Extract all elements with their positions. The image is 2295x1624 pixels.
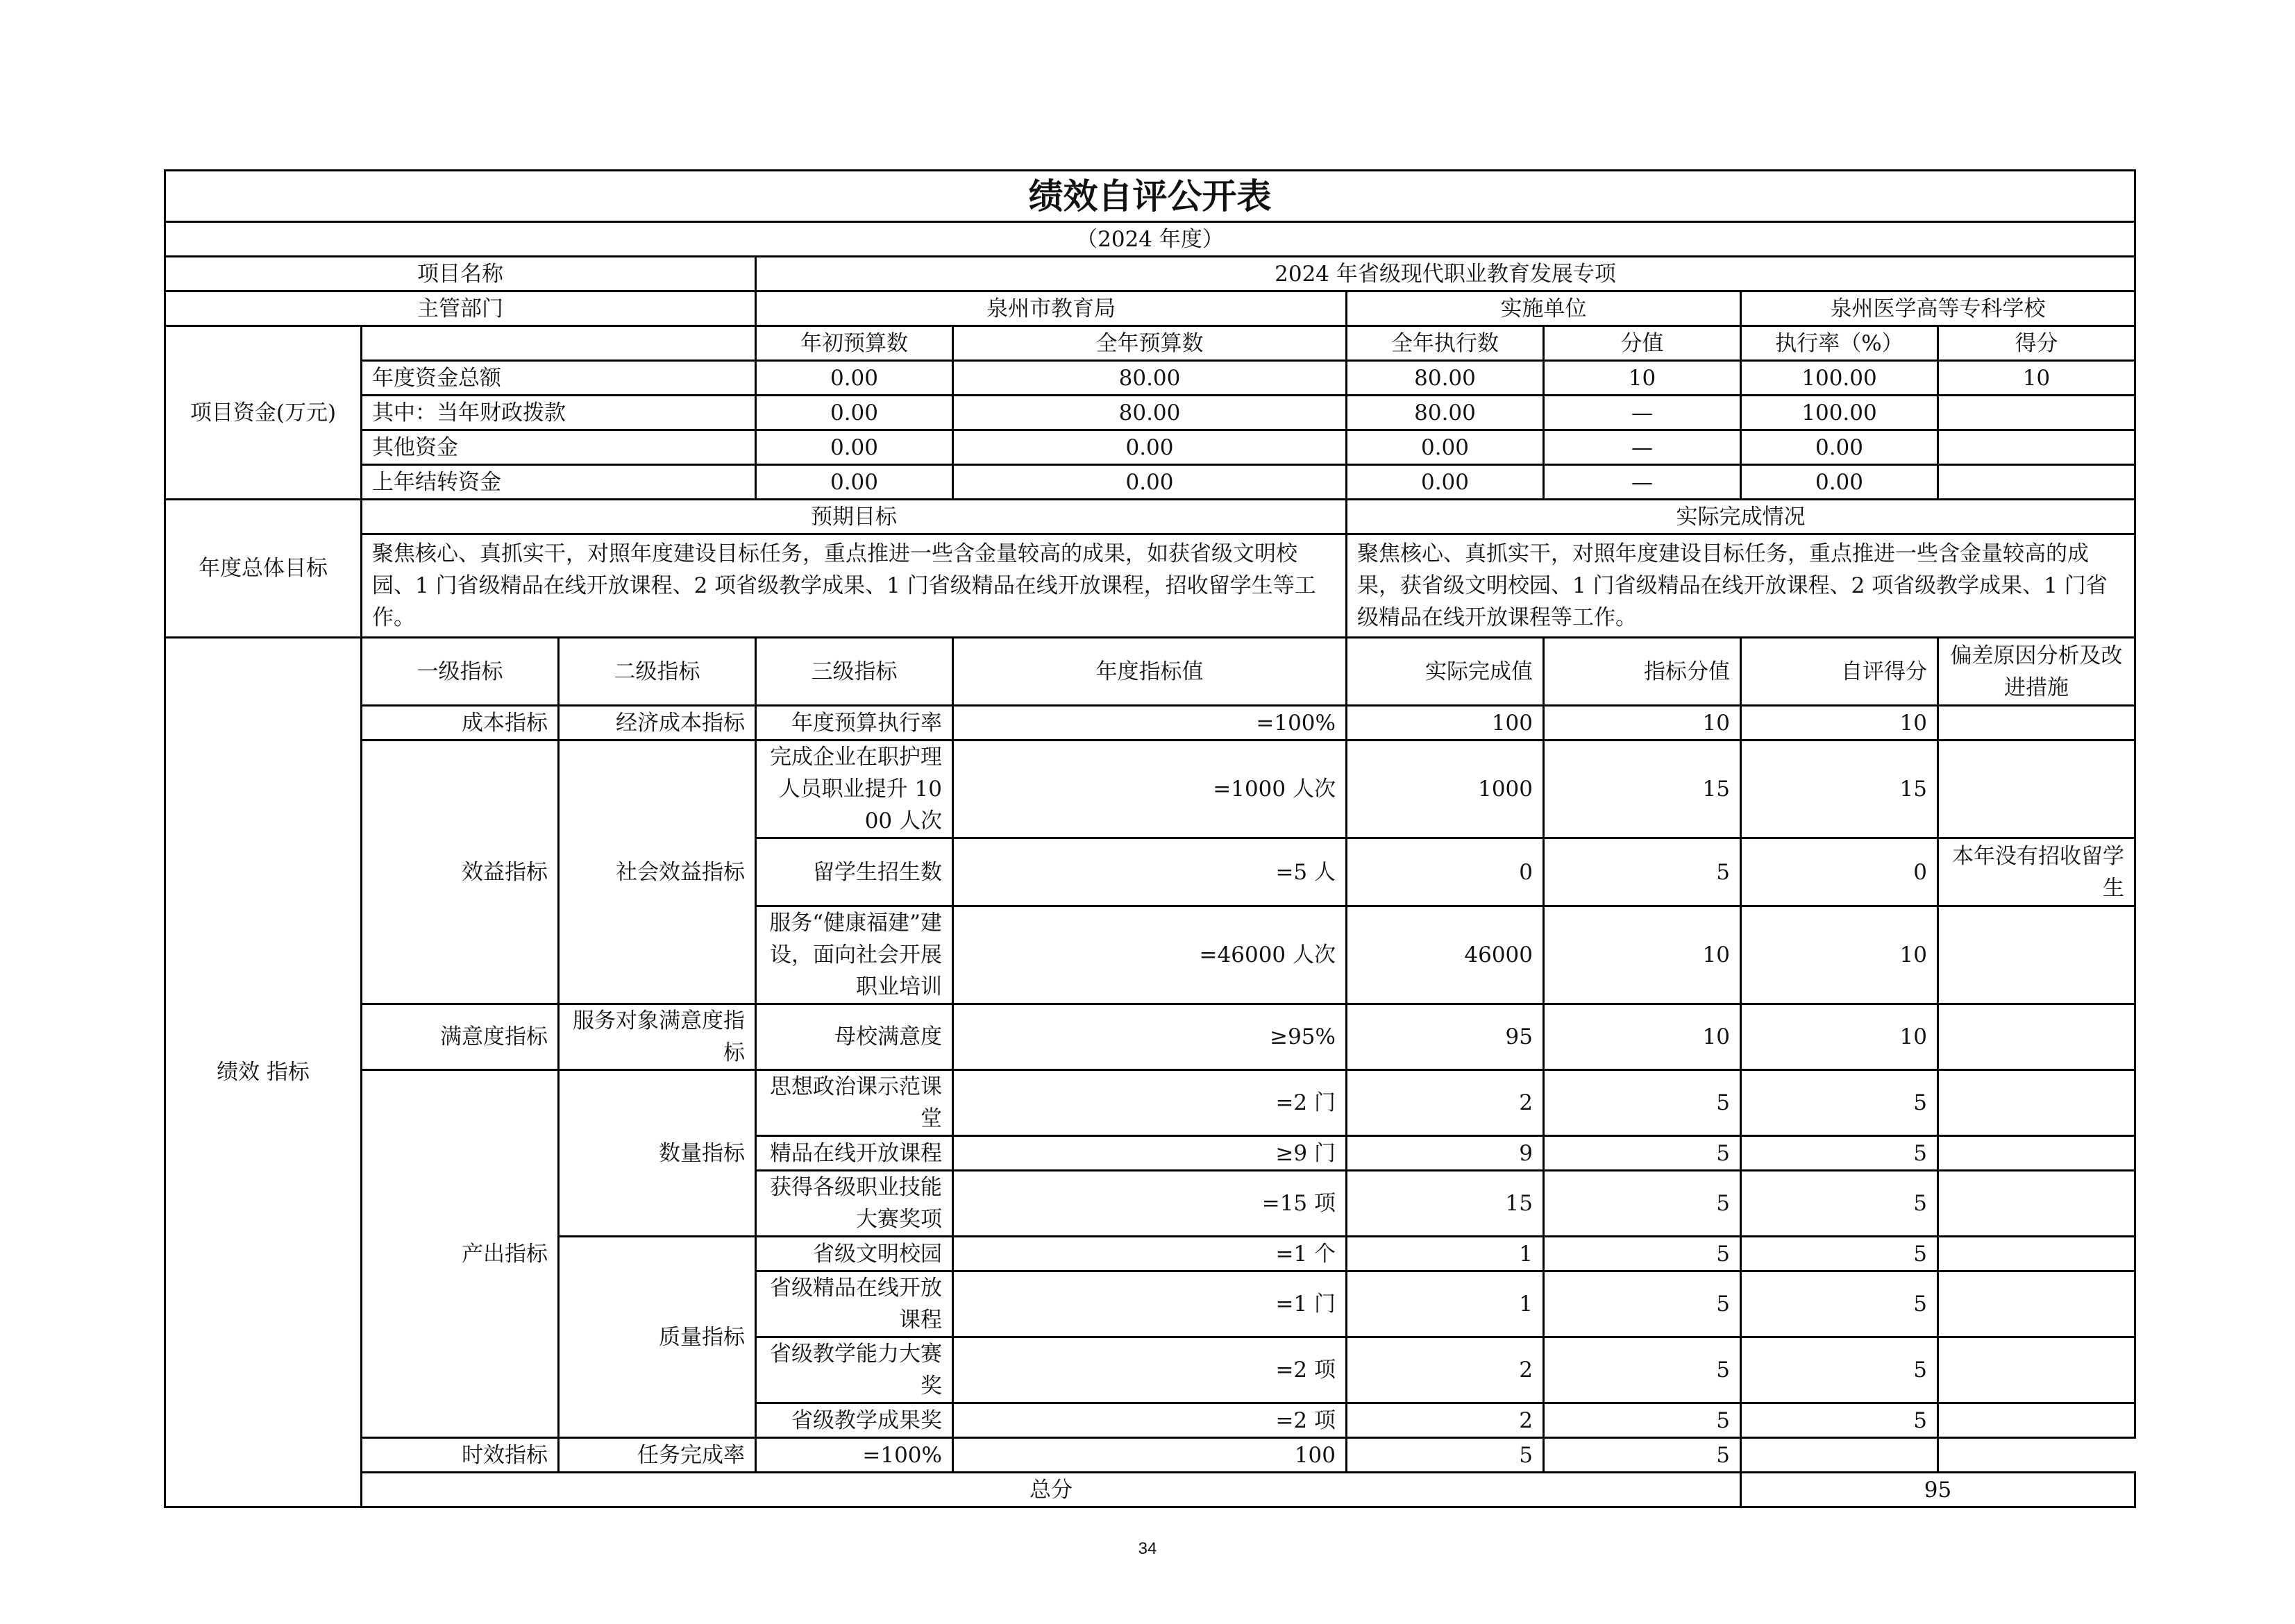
level1-indicator: 成本指标 [362,706,559,741]
self-score: 5 [1741,1403,1938,1438]
target-value: =2 项 [953,1403,1347,1438]
perf-header: 实际完成值 [1347,638,1544,706]
funds-cell: 80.00 [1347,361,1544,396]
performance-table [164,169,2136,1508]
deviation-note [1938,1337,2135,1403]
funds-cell: 0.00 [953,465,1347,500]
score-value: 10 [1544,906,1741,1004]
funds-header: 分值 [1544,326,1741,361]
expected-goal-label: 预期目标 [362,500,1347,534]
funds-row-name: 年度资金总额 [362,361,756,396]
actual-value: 46000 [1347,906,1544,1004]
target-value: ≥95% [953,1004,1347,1070]
year-label: （2024 年度） [165,222,2135,257]
perf-header: 偏差原因分析及改进措施 [1938,638,2135,706]
deviation-note [1938,1171,2135,1237]
score-value: 10 [1544,1004,1741,1070]
funds-row [165,465,2135,500]
target-value: ≥9 门 [953,1136,1347,1171]
deviation-note [1938,1136,2135,1171]
self-score: 5 [1741,1171,1938,1237]
funds-row-name: 上年结转资金 [362,465,756,500]
score-value: 10 [1544,706,1741,741]
expected-goal-text: 聚焦核心、真抓实干，对照年度建设目标任务，重点推进一些含金量较高的成果，如获省级文明校园、1 门省级精品在线开放课程、2 项省级教学成果、1 门省级精品在线开放课程，招收留学生等工作。 [362,534,1347,638]
self-score: 15 [1741,741,1938,838]
target-value: =100% [756,1438,953,1473]
score-value: 5 [1544,1403,1741,1438]
level2-indicator: 数量指标 [559,1070,756,1237]
funds-cell [1938,430,2135,465]
perf-header: 自评得分 [1741,638,1938,706]
funds-cell: 80.00 [953,396,1347,430]
target-value: =46000 人次 [953,906,1347,1004]
level3-indicator: 年度预算执行率 [756,706,953,741]
self-score: 10 [1741,906,1938,1004]
self-score: 5 [1741,1271,1938,1337]
level1-indicator: 产出指标 [362,1070,559,1438]
table-row [165,741,2135,838]
self-score: 10 [1741,1004,1938,1070]
table-row [165,1004,2135,1070]
funds-header-blank [362,326,756,361]
level3-indicator: 任务完成率 [559,1438,756,1473]
level3-indicator: 获得各级职业技能大赛奖项 [756,1171,953,1237]
goal-label: 年度总体目标 [165,500,362,638]
actual-value: 0 [1347,838,1544,906]
actual-value: 2 [1347,1070,1544,1136]
actual-value: 1000 [1347,741,1544,838]
funds-cell [1938,396,2135,430]
score-value: 5 [1544,1337,1741,1403]
level2-indicator: 经济成本指标 [559,706,756,741]
funds-cell: 80.00 [1347,396,1544,430]
funds-cell: 100.00 [1741,396,1938,430]
funds-header: 年初预算数 [756,326,953,361]
funds-cell: 100.00 [1741,361,1938,396]
actual-completion-text: 聚焦核心、真抓实干，对照年度建设目标任务，重点推进一些含金量较高的成果，获省级文明校园、1 门省级精品在线开放课程、2 项省级教学成果、1 门省级精品在线开放课程等工作。 [1347,534,2135,638]
project-name-value: 2024 年省级现代职业教育发展专项 [756,257,2135,291]
funds-cell: 10 [1544,361,1741,396]
funds-header: 全年执行数 [1347,326,1544,361]
actual-value: 95 [1347,1004,1544,1070]
target-value: =2 项 [953,1337,1347,1403]
deviation-note [1938,1070,2135,1136]
funds-header: 执行率（%） [1741,326,1938,361]
funds-cell: 0.00 [1741,430,1938,465]
self-score: 5 [1741,1070,1938,1136]
funds-cell: 0.00 [1347,465,1544,500]
funds-cell: 0.00 [953,430,1347,465]
funds-header: 全年预算数 [953,326,1347,361]
level3-indicator: 完成企业在职护理人员职业提升 1000 人次 [756,741,953,838]
level3-indicator: 省级精品在线开放课程 [756,1271,953,1337]
self-score: 0 [1741,838,1938,906]
funds-cell: 0.00 [756,396,953,430]
actual-value: 1 [1347,1271,1544,1337]
actual-value: 2 [1347,1337,1544,1403]
score-value: 5 [1544,1171,1741,1237]
deviation-note [1938,741,2135,838]
level2-indicator: 服务对象满意度指标 [559,1004,756,1070]
target-value: =1 门 [953,1271,1347,1337]
actual-value: 100 [953,1438,1347,1473]
funds-cell: — [1544,430,1741,465]
deviation-note [1938,706,2135,741]
actual-value: 9 [1347,1136,1544,1171]
funds-cell: 80.00 [953,361,1347,396]
level3-indicator: 省级教学能力大赛奖 [756,1337,953,1403]
funds-cell: 10 [1938,361,2135,396]
funds-cell: — [1544,396,1741,430]
perf-header: 三级指标 [756,638,953,706]
level2-indicator: 社会效益指标 [559,741,756,1004]
perf-header: 指标分值 [1544,638,1741,706]
self-score: 10 [1741,706,1938,741]
funds-cell [1938,465,2135,500]
level2-indicator: 时效指标 [362,1438,559,1473]
score-value: 5 [1544,1237,1741,1271]
score-value: 5 [1544,838,1741,906]
dept-value: 泉州市教育局 [756,291,1347,326]
target-value: =100% [953,706,1347,741]
perf-header: 一级指标 [362,638,559,706]
level3-indicator: 留学生招生数 [756,838,953,906]
level3-indicator: 省级教学成果奖 [756,1403,953,1438]
score-value: 15 [1544,741,1741,838]
self-score: 5 [1741,1337,1938,1403]
deviation-note [1938,1271,2135,1337]
funds-label: 项目资金(万元) [165,326,362,500]
perf-header: 年度指标值 [953,638,1347,706]
level3-indicator: 服务“健康福建”建设，面向社会开展职业培训 [756,906,953,1004]
deviation-note [1938,1403,2135,1438]
total-value: 95 [1741,1473,2135,1507]
funds-cell: 0.00 [756,465,953,500]
level3-indicator: 母校满意度 [756,1004,953,1070]
funds-header: 得分 [1938,326,2135,361]
total-label: 总分 [362,1473,1741,1507]
actual-value: 2 [1347,1403,1544,1438]
level3-indicator: 思想政治课示范课堂 [756,1070,953,1136]
funds-row-name: 其他资金 [362,430,756,465]
actual-completion-label: 实际完成情况 [1347,500,2135,534]
funds-cell: 0.00 [756,430,953,465]
level1-indicator: 满意度指标 [362,1004,559,1070]
score-value: 5 [1347,1438,1544,1473]
perf-label: 绩效 指标 [165,638,362,1507]
funds-row-name: 其中：当年财政拨款 [362,396,756,430]
actual-value: 15 [1347,1171,1544,1237]
deviation-note [1938,1004,2135,1070]
level1-indicator: 效益指标 [362,741,559,1004]
score-value: 5 [1544,1070,1741,1136]
self-score: 5 [1741,1136,1938,1171]
level2-indicator: 质量指标 [559,1237,756,1438]
page-title: 绩效自评公开表 [165,171,2135,222]
table-row [165,706,2135,741]
target-value: =5 人 [953,838,1347,906]
dept-label: 主管部门 [165,291,756,326]
self-score: 5 [1741,1237,1938,1271]
table-row [165,1438,2135,1473]
funds-row [165,361,2135,396]
impl-value: 泉州医学高等专科学校 [1741,291,2135,326]
project-name-label: 项目名称 [165,257,756,291]
impl-label: 实施单位 [1347,291,1741,326]
level3-indicator: 精品在线开放课程 [756,1136,953,1171]
actual-value: 1 [1347,1237,1544,1271]
target-value: =2 门 [953,1070,1347,1136]
deviation-note [1938,906,2135,1004]
actual-value: 100 [1347,706,1544,741]
page-number: 34 [1138,1539,1157,1558]
level3-indicator: 省级文明校园 [756,1237,953,1271]
deviation-note: 本年没有招收留学生 [1938,838,2135,906]
target-value: =1000 人次 [953,741,1347,838]
score-value: 5 [1544,1136,1741,1171]
funds-cell: 0.00 [1741,465,1938,500]
funds-row [165,430,2135,465]
deviation-note [1938,1237,2135,1271]
self-score: 5 [1544,1438,1741,1473]
funds-cell: 0.00 [756,361,953,396]
score-value: 5 [1544,1271,1741,1337]
deviation-note [1741,1438,1938,1473]
target-value: =15 项 [953,1171,1347,1237]
perf-header: 二级指标 [559,638,756,706]
funds-row [165,396,2135,430]
target-value: =1 个 [953,1237,1347,1271]
table-row [165,1070,2135,1136]
funds-cell: — [1544,465,1741,500]
funds-cell: 0.00 [1347,430,1544,465]
